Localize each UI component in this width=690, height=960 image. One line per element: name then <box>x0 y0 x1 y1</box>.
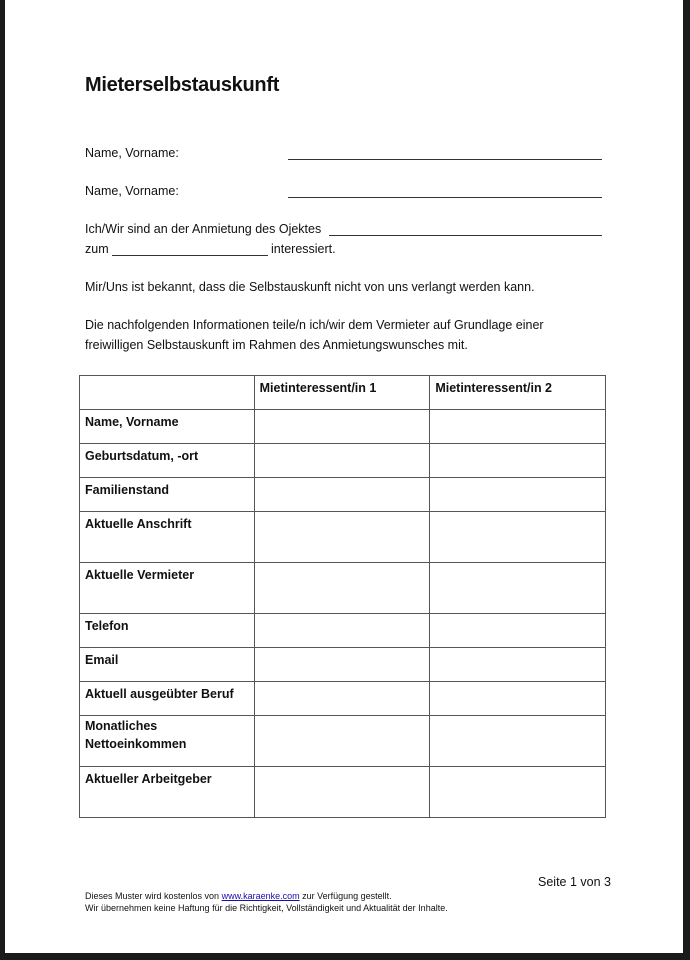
input-cell[interactable] <box>430 648 606 682</box>
table-row <box>80 716 606 767</box>
name-label-2: Name, Vorname: <box>85 184 179 198</box>
name-label-1: Name, Vorname: <box>85 146 179 160</box>
input-cell[interactable] <box>254 563 430 614</box>
table-row <box>80 648 606 682</box>
footer-line-2: Wir übernehmen keine Haftung für die Richtigkeit, Vollständigkeit und Aktualität der Inhalte. <box>85 903 448 913</box>
input-cell[interactable] <box>254 512 430 563</box>
row-label: Telefon <box>80 614 255 648</box>
row-label: Familienstand <box>80 478 255 512</box>
input-cell[interactable] <box>254 716 430 767</box>
table-header-row <box>80 376 606 410</box>
table-row <box>80 767 606 818</box>
footer-link[interactable]: www.karaenke.com <box>221 891 300 901</box>
input-cell[interactable] <box>254 682 430 716</box>
footer-line-1 <box>85 891 392 901</box>
input-cell[interactable] <box>254 767 430 818</box>
input-cell[interactable] <box>254 410 430 444</box>
document-page <box>5 0 683 953</box>
header-cell <box>80 376 255 410</box>
row-label: Aktuelle Vermieter <box>80 563 255 614</box>
object-field[interactable] <box>329 235 602 236</box>
table-row <box>80 478 606 512</box>
page-title: Mieterselbstauskunft <box>85 74 280 96</box>
name-field-2[interactable] <box>288 197 602 198</box>
footer-text: Dieses Muster wird kostenlos von <box>85 891 220 901</box>
row-label: Email <box>80 648 255 682</box>
table-row <box>80 563 606 614</box>
header-cell: Mietinteressent/in 1 <box>254 376 430 410</box>
row-label: Aktuell ausgeübter Beruf <box>80 682 255 716</box>
header-cell: Mietinteressent/in 2 <box>430 376 606 410</box>
input-cell[interactable] <box>430 512 606 563</box>
input-cell[interactable] <box>254 444 430 478</box>
notice-text: Mir/Uns ist bekannt, dass die Selbstauskunft nicht von uns verlangt werden kann. <box>85 280 535 294</box>
row-label: Aktuelle Anschrift <box>80 512 255 563</box>
input-cell[interactable] <box>430 767 606 818</box>
page-number: Seite 1 von 3 <box>538 875 611 889</box>
table-row <box>80 682 606 716</box>
table-row <box>80 512 606 563</box>
date-field[interactable] <box>112 255 268 256</box>
row-label: Geburtsdatum, -ort <box>80 444 255 478</box>
table-row <box>80 444 606 478</box>
input-cell[interactable] <box>430 478 606 512</box>
intro-line-1: Die nachfolgenden Informationen teile/n ich/wir dem Vermieter auf Grundlage einer <box>85 318 544 332</box>
interested-label: interessiert. <box>271 242 336 256</box>
tenant-info-table <box>79 375 606 818</box>
row-label: Aktueller Arbeitgeber <box>80 767 255 818</box>
input-cell[interactable] <box>254 648 430 682</box>
table-row <box>80 614 606 648</box>
name-field-1[interactable] <box>288 159 602 160</box>
input-cell[interactable] <box>430 444 606 478</box>
input-cell[interactable] <box>430 716 606 767</box>
intro-line-2: freiwilligen Selbstauskunft im Rahmen des Anmietungswunsches mit. <box>85 338 468 352</box>
input-cell[interactable] <box>430 410 606 444</box>
input-cell[interactable] <box>430 563 606 614</box>
footer-text: zur Verfügung gestellt. <box>302 891 392 901</box>
table-row <box>80 410 606 444</box>
input-cell[interactable] <box>430 682 606 716</box>
object-label: Ich/Wir sind an der Anmietung des Ojektes <box>85 222 322 236</box>
row-label: Monatliches Nettoeinkommen <box>80 716 255 767</box>
input-cell[interactable] <box>254 614 430 648</box>
date-label: zum <box>85 242 109 256</box>
row-label: Name, Vorname <box>80 410 255 444</box>
input-cell[interactable] <box>254 478 430 512</box>
input-cell[interactable] <box>430 614 606 648</box>
